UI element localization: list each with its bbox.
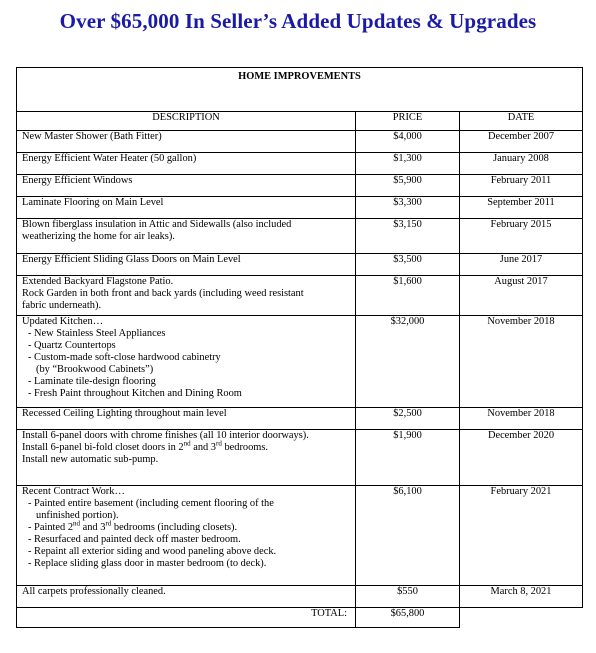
row-date: February 2015 <box>460 219 583 254</box>
work-item: - Painted entire basement (including cement flooring of the <box>28 498 274 509</box>
kitchen-item: - New Stainless Steel Appliances <box>28 328 166 339</box>
work-item-cont: unfinished portion). <box>36 510 119 521</box>
total-label: TOTAL: <box>17 608 356 628</box>
headline: Over $65,000 In Seller’s Added Updates & Upgrades <box>59 9 537 33</box>
row-price: $1,600 <box>356 276 460 316</box>
row-date: November 2018 <box>460 316 583 408</box>
table-caption: HOME IMPROVEMENTS <box>17 68 583 112</box>
row-price: $4,000 <box>356 131 460 153</box>
row-date: August 2017 <box>460 276 583 316</box>
row-description-cont: Rock Garden in both front and back yards (including weed resistant <box>22 288 304 299</box>
home-improvements-table <box>16 67 583 628</box>
row-date: January 2008 <box>460 153 583 175</box>
table-row <box>17 197 583 219</box>
row-description-cont: weatherizing the home for air leaks). <box>22 231 175 242</box>
row-price: $3,300 <box>356 197 460 219</box>
row-price: $3,500 <box>356 254 460 276</box>
work-item: - Painted 2nd and 3rd bedrooms (including closets). <box>28 519 238 533</box>
row-price: $32,000 <box>356 316 460 408</box>
row-description: Recent Contract Work… <box>22 486 125 497</box>
table-row <box>17 219 583 254</box>
row-price: $2,500 <box>356 408 460 430</box>
table-row <box>17 175 583 197</box>
kitchen-item: - Fresh Paint throughout Kitchen and Dining Room <box>28 388 242 399</box>
row-date: March 8, 2021 <box>460 586 583 608</box>
row-description-cont: Install new automatic sub-pump. <box>22 454 159 465</box>
row-description: All carpets professionally cleaned. <box>22 586 166 597</box>
row-date: November 2018 <box>460 408 583 430</box>
row-description: Laminate Flooring on Main Level <box>22 197 164 208</box>
row-date: December 2020 <box>460 430 583 486</box>
row-date: September 2011 <box>460 197 583 219</box>
total-value: $65,800 <box>356 608 460 628</box>
kitchen-item: - Quartz Countertops <box>28 340 116 351</box>
header-date: DATE <box>460 112 583 131</box>
row-description: Extended Backyard Flagstone Patio. <box>22 276 174 287</box>
row-price: $5,900 <box>356 175 460 197</box>
row-description-cont: fabric underneath). <box>22 300 102 311</box>
row-description: Recessed Ceiling Lighting throughout main level <box>22 408 227 419</box>
work-item: - Repaint all exterior siding and wood paneling above deck. <box>28 546 277 557</box>
work-item: - Resurfaced and painted deck off master bedroom. <box>28 534 241 545</box>
row-description: Updated Kitchen… <box>22 316 104 327</box>
row-price: $550 <box>356 586 460 608</box>
row-price: $1,900 <box>356 430 460 486</box>
table-row <box>17 486 583 586</box>
row-description: Energy Efficient Sliding Glass Doors on Main Level <box>22 254 241 265</box>
total-row <box>17 608 583 628</box>
table-row <box>17 131 583 153</box>
row-description: Blown fiberglass insulation in Attic and Sidewalls (also included <box>22 219 292 230</box>
table-row <box>17 408 583 430</box>
table-header-row <box>17 112 583 131</box>
row-date: December 2007 <box>460 131 583 153</box>
row-price: $3,150 <box>356 219 460 254</box>
table-row <box>17 254 583 276</box>
table-row <box>17 153 583 175</box>
kitchen-item: - Custom-made soft-close hardwood cabinetry <box>28 352 221 363</box>
row-date: June 2017 <box>460 254 583 276</box>
row-description: Energy Efficient Windows <box>22 175 133 186</box>
table-row <box>17 316 583 408</box>
row-date: February 2021 <box>460 486 583 586</box>
kitchen-item: - Laminate tile-design flooring <box>28 376 156 387</box>
table-row <box>17 430 583 486</box>
table-row <box>17 586 583 608</box>
kitchen-item-cont: (by “Brookwood Cabinets”) <box>36 364 154 375</box>
row-price: $6,100 <box>356 486 460 586</box>
row-price: $1,300 <box>356 153 460 175</box>
header-description: DESCRIPTION <box>17 112 356 131</box>
header-price: PRICE <box>356 112 460 131</box>
row-description-cont: Install 6-panel bi-fold closet doors in 2nd and 3rd bedrooms. <box>22 439 269 453</box>
table-row <box>17 276 583 316</box>
row-description: Install 6-panel doors with chrome finishes (all 10 interior doorways). <box>22 430 309 441</box>
row-date: February 2011 <box>460 175 583 197</box>
total-blank-cell <box>460 608 583 628</box>
row-description: Energy Efficient Water Heater (50 gallon) <box>22 153 197 164</box>
work-item: - Replace sliding glass door in master bedroom (to deck). <box>28 558 267 569</box>
row-description: New Master Shower (Bath Fitter) <box>22 131 162 142</box>
table-caption-row <box>17 68 583 112</box>
